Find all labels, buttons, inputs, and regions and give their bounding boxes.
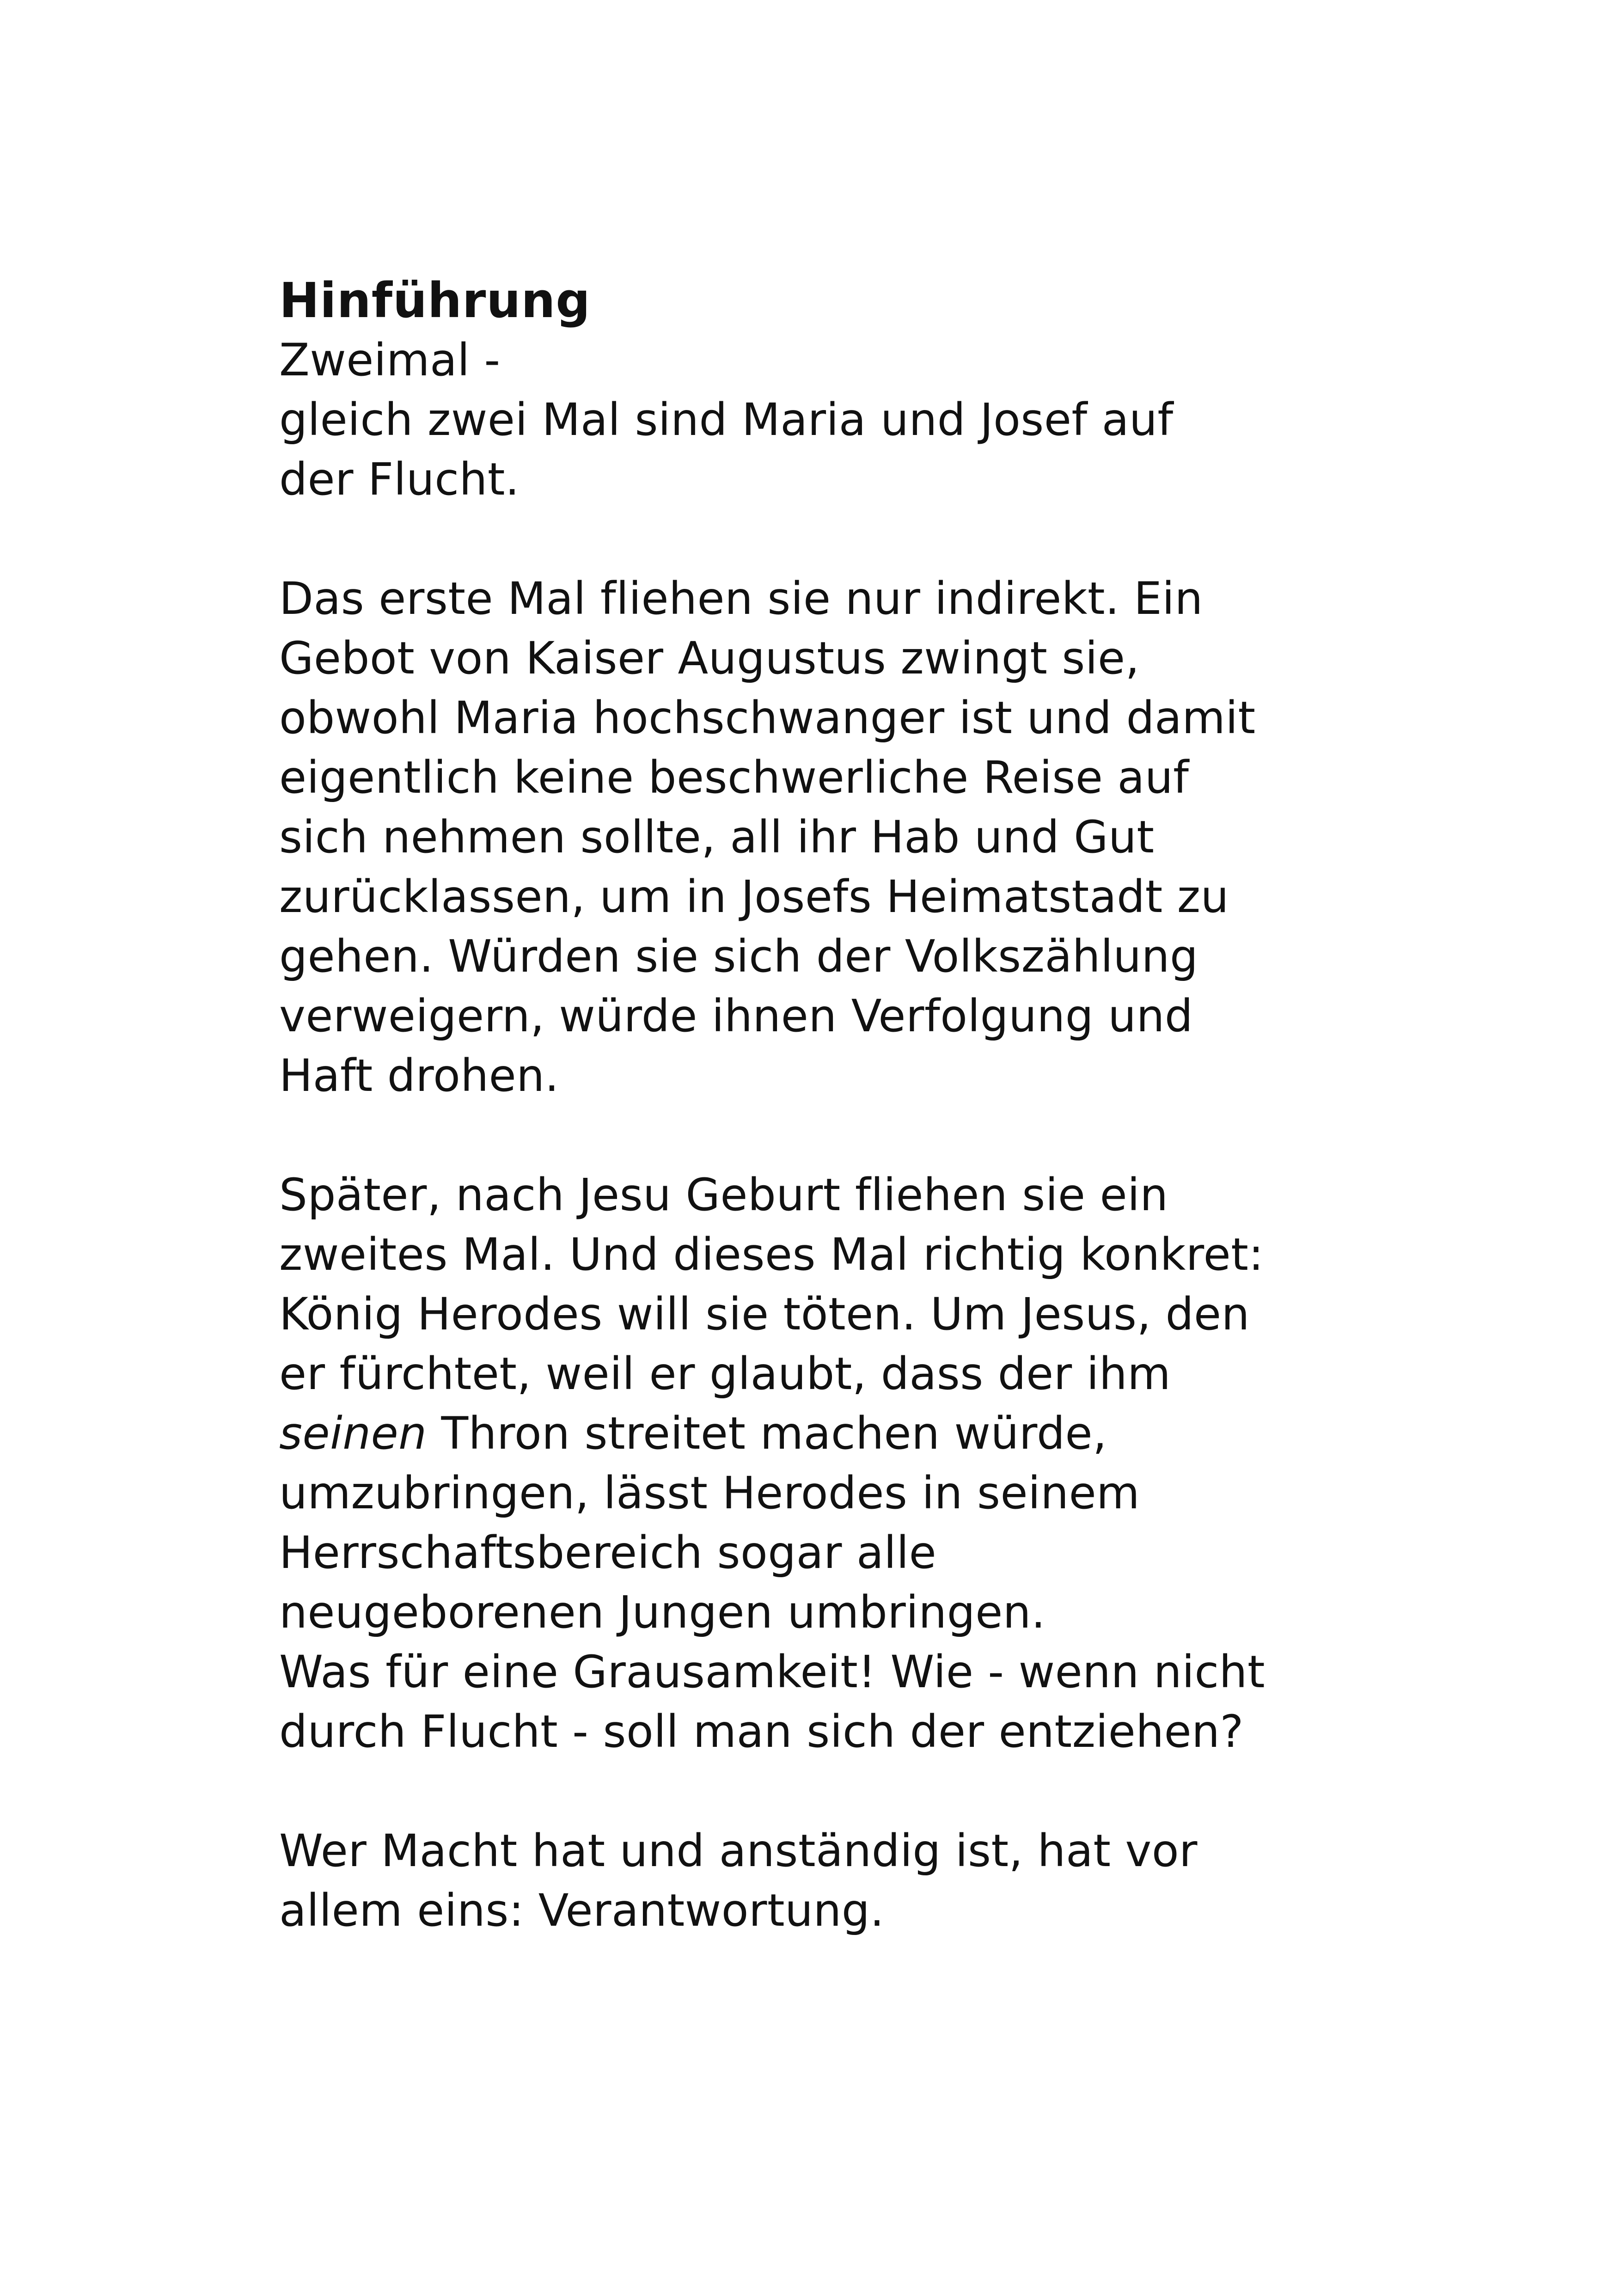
text-line: zweites Mal. Und dieses Mal richtig konkret:	[279, 1229, 1264, 1280]
document-page	[279, 270, 1356, 1941]
text-line: gehen. Würden sie sich der Volkszählung	[279, 931, 1198, 982]
text-line: Wer Macht hat und anständig ist, hat vor	[279, 1825, 1198, 1877]
emphasized-word: seinen	[279, 1408, 427, 1459]
text-line: der Flucht.	[279, 453, 520, 505]
text-line: Das erste Mal fliehen sie nur indirekt. Ein	[279, 573, 1203, 625]
text-line: durch Flucht - soll man sich der entziehen?	[279, 1706, 1244, 1757]
text-line: Später, nach Jesu Geburt fliehen sie ein	[279, 1169, 1168, 1221]
text-line: Herrschaftsbereich sogar alle	[279, 1527, 937, 1579]
text-line: obwohl Maria hochschwanger ist und damit	[279, 692, 1256, 744]
paragraph-1	[279, 569, 1356, 1106]
text-line: Gebot von Kaiser Augustus zwingt sie,	[279, 632, 1140, 684]
text-line: zurücklassen, um in Josefs Heimatstadt zu	[279, 871, 1229, 923]
paragraph-2	[279, 1165, 1356, 1762]
text-line: Was für eine Grausamkeit! Wie - wenn nicht	[279, 1646, 1266, 1698]
text-line: Haft drohen.	[279, 1050, 559, 1102]
paragraph-gap	[279, 509, 1356, 569]
text-line: König Herodes will sie töten. Um Jesus, den	[279, 1288, 1250, 1340]
text-line: umzubringen, lässt Herodes in seinem	[279, 1467, 1140, 1519]
heading: Hinführung	[279, 272, 591, 329]
text-line: neugeborenen Jungen umbringen.	[279, 1586, 1046, 1638]
paragraph-3	[279, 1821, 1356, 1941]
text-line: sich nehmen sollte, all ihr Hab und Gut	[279, 811, 1155, 863]
text-line: er fürchtet, weil er glaubt, dass der ihm	[279, 1348, 1171, 1400]
paragraph-gap	[279, 1106, 1356, 1165]
intro-paragraph	[279, 331, 1356, 509]
text-line: verweigern, würde ihnen Verfolgung und	[279, 990, 1193, 1042]
text-line: Zweimal -	[279, 334, 501, 386]
text-line-rest: Thron streitet machen würde,	[427, 1408, 1107, 1459]
text-line	[279, 1404, 1356, 1463]
text-line: allem eins: Verantwortung.	[279, 1885, 885, 1936]
text-line: gleich zwei Mal sind Maria und Josef auf	[279, 394, 1174, 446]
paragraph-gap	[279, 1762, 1356, 1821]
text-line: eigentlich keine beschwerliche Reise auf	[279, 752, 1189, 803]
